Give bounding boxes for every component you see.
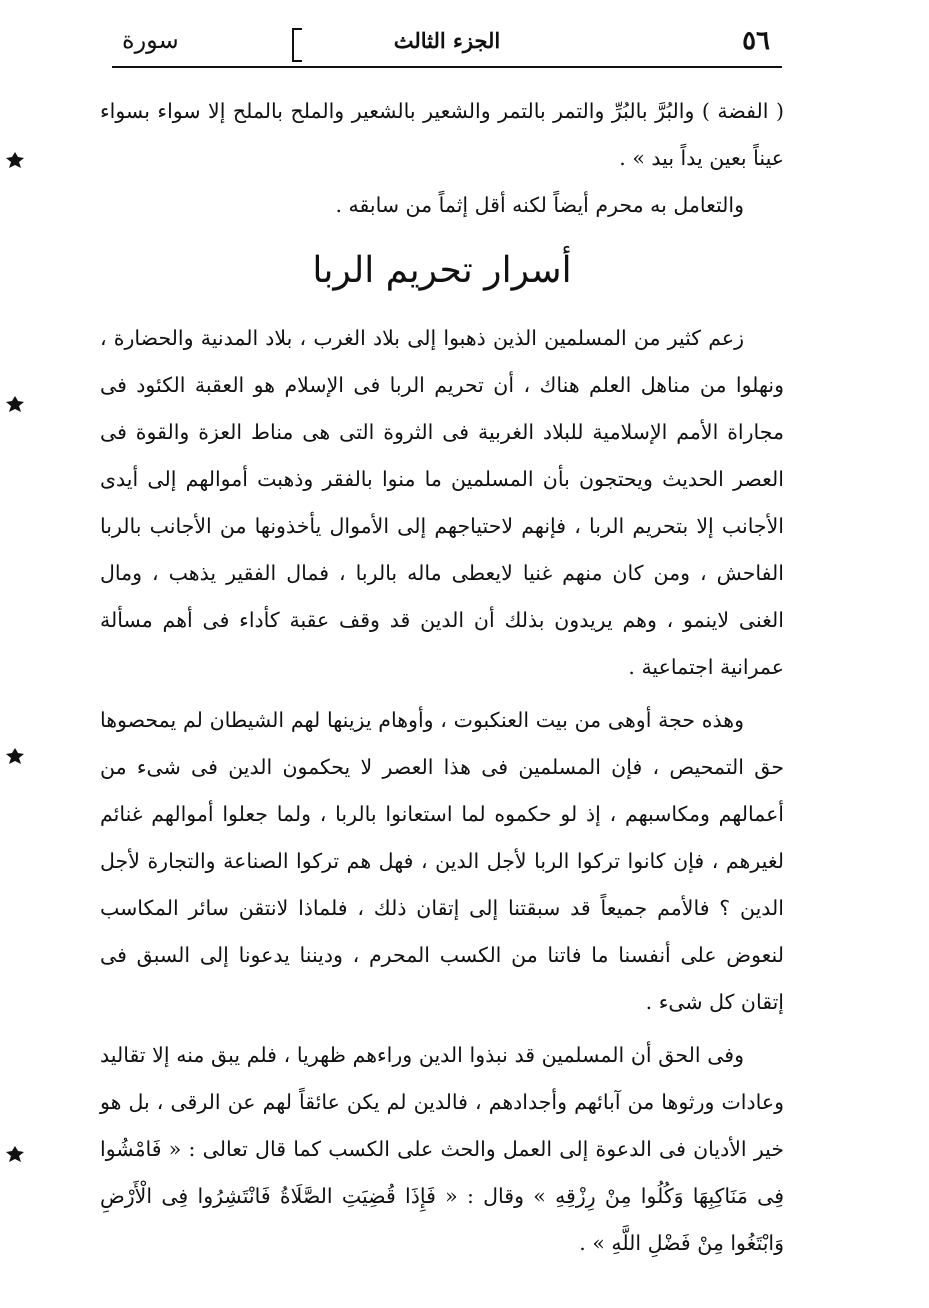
paragraph-hadith-end: ( الفضة ) والبُرَّ بالبُرِّ والتمر بالتمر والشعير بالشعير والملح بالملح إلا سواء بسواء عيناً بعين يداً بيد » . xyxy=(100,99,784,170)
margin-ornament-icon xyxy=(4,394,26,414)
page-number: ٥٦ xyxy=(742,26,770,56)
running-head-surah: سورة xyxy=(122,26,179,54)
margin-ornament-icon xyxy=(4,1144,26,1164)
paragraph-ruling: والتعامل به محرم أيضاً لكنه أقل إثماً من سابقه . xyxy=(335,193,744,217)
page-body xyxy=(100,88,784,1267)
paragraph-claim: زعم كثير من المسلمين الذين ذهبوا إلى بلاد الغرب ، بلاد المدنية والحضارة ، ونهلوا من مناهل العلم هناك ، أن تحريم الربا فى الإسلام هو العقبة الكئود فى مجاراة الأمم الإسلامية للبلاد الغربية فى الثروة التى هى مناط العزة والقوة فى العصر الحديث ويحتجون بأن المسلمين ما منوا بالفقر وذهبت أموالهم إلى أيدى الأجانب إلا بتحريم الربا ، فإنهم لاحتياجهم إلى الأموال يأخذونها من الأجانب بالربا الفاحش ، ومن كان منهم غنيا لايعطى ماله بالربا ، فمال الفقير يذهب ، ومال الغنى لاينمو ، وهم يريدون بذلك أن الدين قد وقف عقبة كأداء فى أهم مسألة عمرانية اجتماعية . xyxy=(100,326,784,679)
page-header xyxy=(112,18,782,66)
header-rule xyxy=(112,66,782,68)
margin-ornament-icon xyxy=(4,150,26,170)
margin-ornament-icon xyxy=(4,746,26,766)
running-head-part: الجزء الثالث xyxy=(393,28,501,53)
section-title: أسرار تحريم الربا xyxy=(312,250,572,291)
paragraph-rebuttal: وهذه حجة أوهى من بيت العنكبوت ، وأوهام يزينها لهم الشيطان لم يمحصوها حق التمحيص ، فإن المسلمين فى هذا العصر لا يحكمون الدين فى شىء من أعمالهم ومكاسبهم ، إذ لو حكموه لما استعانوا بالربا ، ولما جعلوا أموالهم غنائم لغيرهم ، فإن كانوا تركوا الربا لأجل الدين ، فهل هم تركوا الصناعة والتجارة لأجل الدين ؟ فالأمم جميعاً قد سبقتنا إلى إتقان ذلك ، فلماذا لانتقن سائر المكاسب لنعوض على أنفسنا ما فاتنا من الكسب المحرم ، وديننا يدعونا إلى السبق فى إتقان كل شىء . xyxy=(100,708,784,1014)
paragraph-truth: وفى الحق أن المسلمين قد نبذوا الدين وراءهم ظهريا ، فلم يبق منه إلا تقاليد وعادات ورثوها من آبائهم وأجدادهم ، فالدين لم يكن عائقاً لهم عن الرقى ، بل هو خير الأديان فى الدعوة إلى العمل والحث على الكسب كما قال تعالى : « فَامْشُوا فِى مَنَاكِبِهَا وَكُلُوا مِنْ رِزْقِهِ » وقال : « فَإِذَا قُضِيَتِ الصَّلَاةُ فَانْتَشِرُوا فِى الْأَرْضِ وَابْتَغُوا مِنْ فَضْلِ اللَّهِ » . xyxy=(100,1043,784,1255)
header-bracket xyxy=(292,28,302,62)
